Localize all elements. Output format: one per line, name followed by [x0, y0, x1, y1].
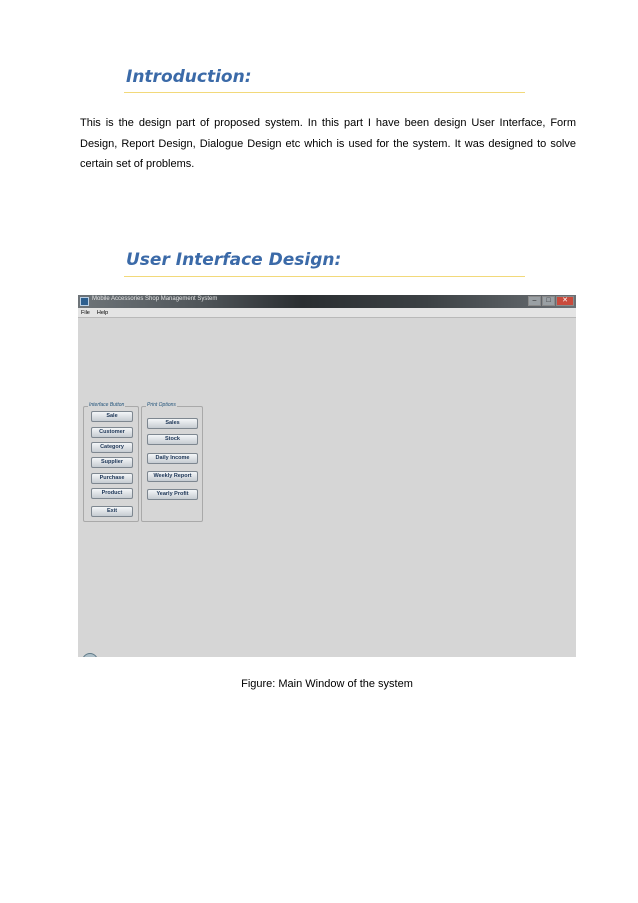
- menu-help[interactable]: Help: [96, 309, 109, 316]
- minimize-icon[interactable]: –: [528, 296, 541, 306]
- ui-design-heading: User Interface Design:: [126, 250, 342, 270]
- purchase-button[interactable]: Purchase: [91, 473, 133, 484]
- product-button[interactable]: Product: [91, 488, 133, 499]
- interface-group-legend: Interface Button: [89, 402, 125, 408]
- main-window-screenshot: [78, 295, 576, 657]
- exit-button[interactable]: Exit: [91, 506, 133, 517]
- print-group-legend: Print Options: [147, 402, 176, 408]
- introduction-heading: Introduction:: [126, 67, 252, 87]
- weekly-report-button[interactable]: Weekly Report: [147, 471, 198, 482]
- customer-button[interactable]: Customer: [91, 427, 133, 438]
- introduction-heading-rule: [124, 92, 525, 93]
- yearly-profit-button[interactable]: Yearly Profit: [147, 489, 198, 500]
- print-options-group: [141, 402, 203, 522]
- menu-bar: [78, 308, 576, 318]
- maximize-icon[interactable]: □: [542, 296, 555, 306]
- sale-button[interactable]: Sale: [91, 411, 133, 422]
- introduction-paragraph: This is the design part of proposed system. In this part I have been design User Interface, Form Design, Report Design, Dialogue Design etc which is used for the system. It was designed to solve certain set of problems.: [80, 117, 576, 170]
- window-controls: [528, 296, 574, 306]
- window-title: Mobile Accessories Shop Management System: [92, 296, 218, 302]
- start-orb-icon: [82, 653, 98, 657]
- sales-button[interactable]: Sales: [147, 418, 198, 429]
- window-title-bar: [78, 295, 576, 308]
- stock-button[interactable]: Stock: [147, 434, 198, 445]
- app-icon: [80, 297, 89, 306]
- daily-income-button[interactable]: Daily Income: [147, 453, 198, 464]
- menu-file[interactable]: File: [81, 309, 90, 316]
- figure-caption: Figure: Main Window of the system: [241, 678, 413, 690]
- supplier-button[interactable]: Supplier: [91, 457, 133, 468]
- category-button[interactable]: Category: [91, 442, 133, 453]
- ui-design-heading-rule: [124, 276, 525, 277]
- close-icon[interactable]: ✕: [556, 296, 574, 306]
- interface-button-group: [83, 402, 139, 522]
